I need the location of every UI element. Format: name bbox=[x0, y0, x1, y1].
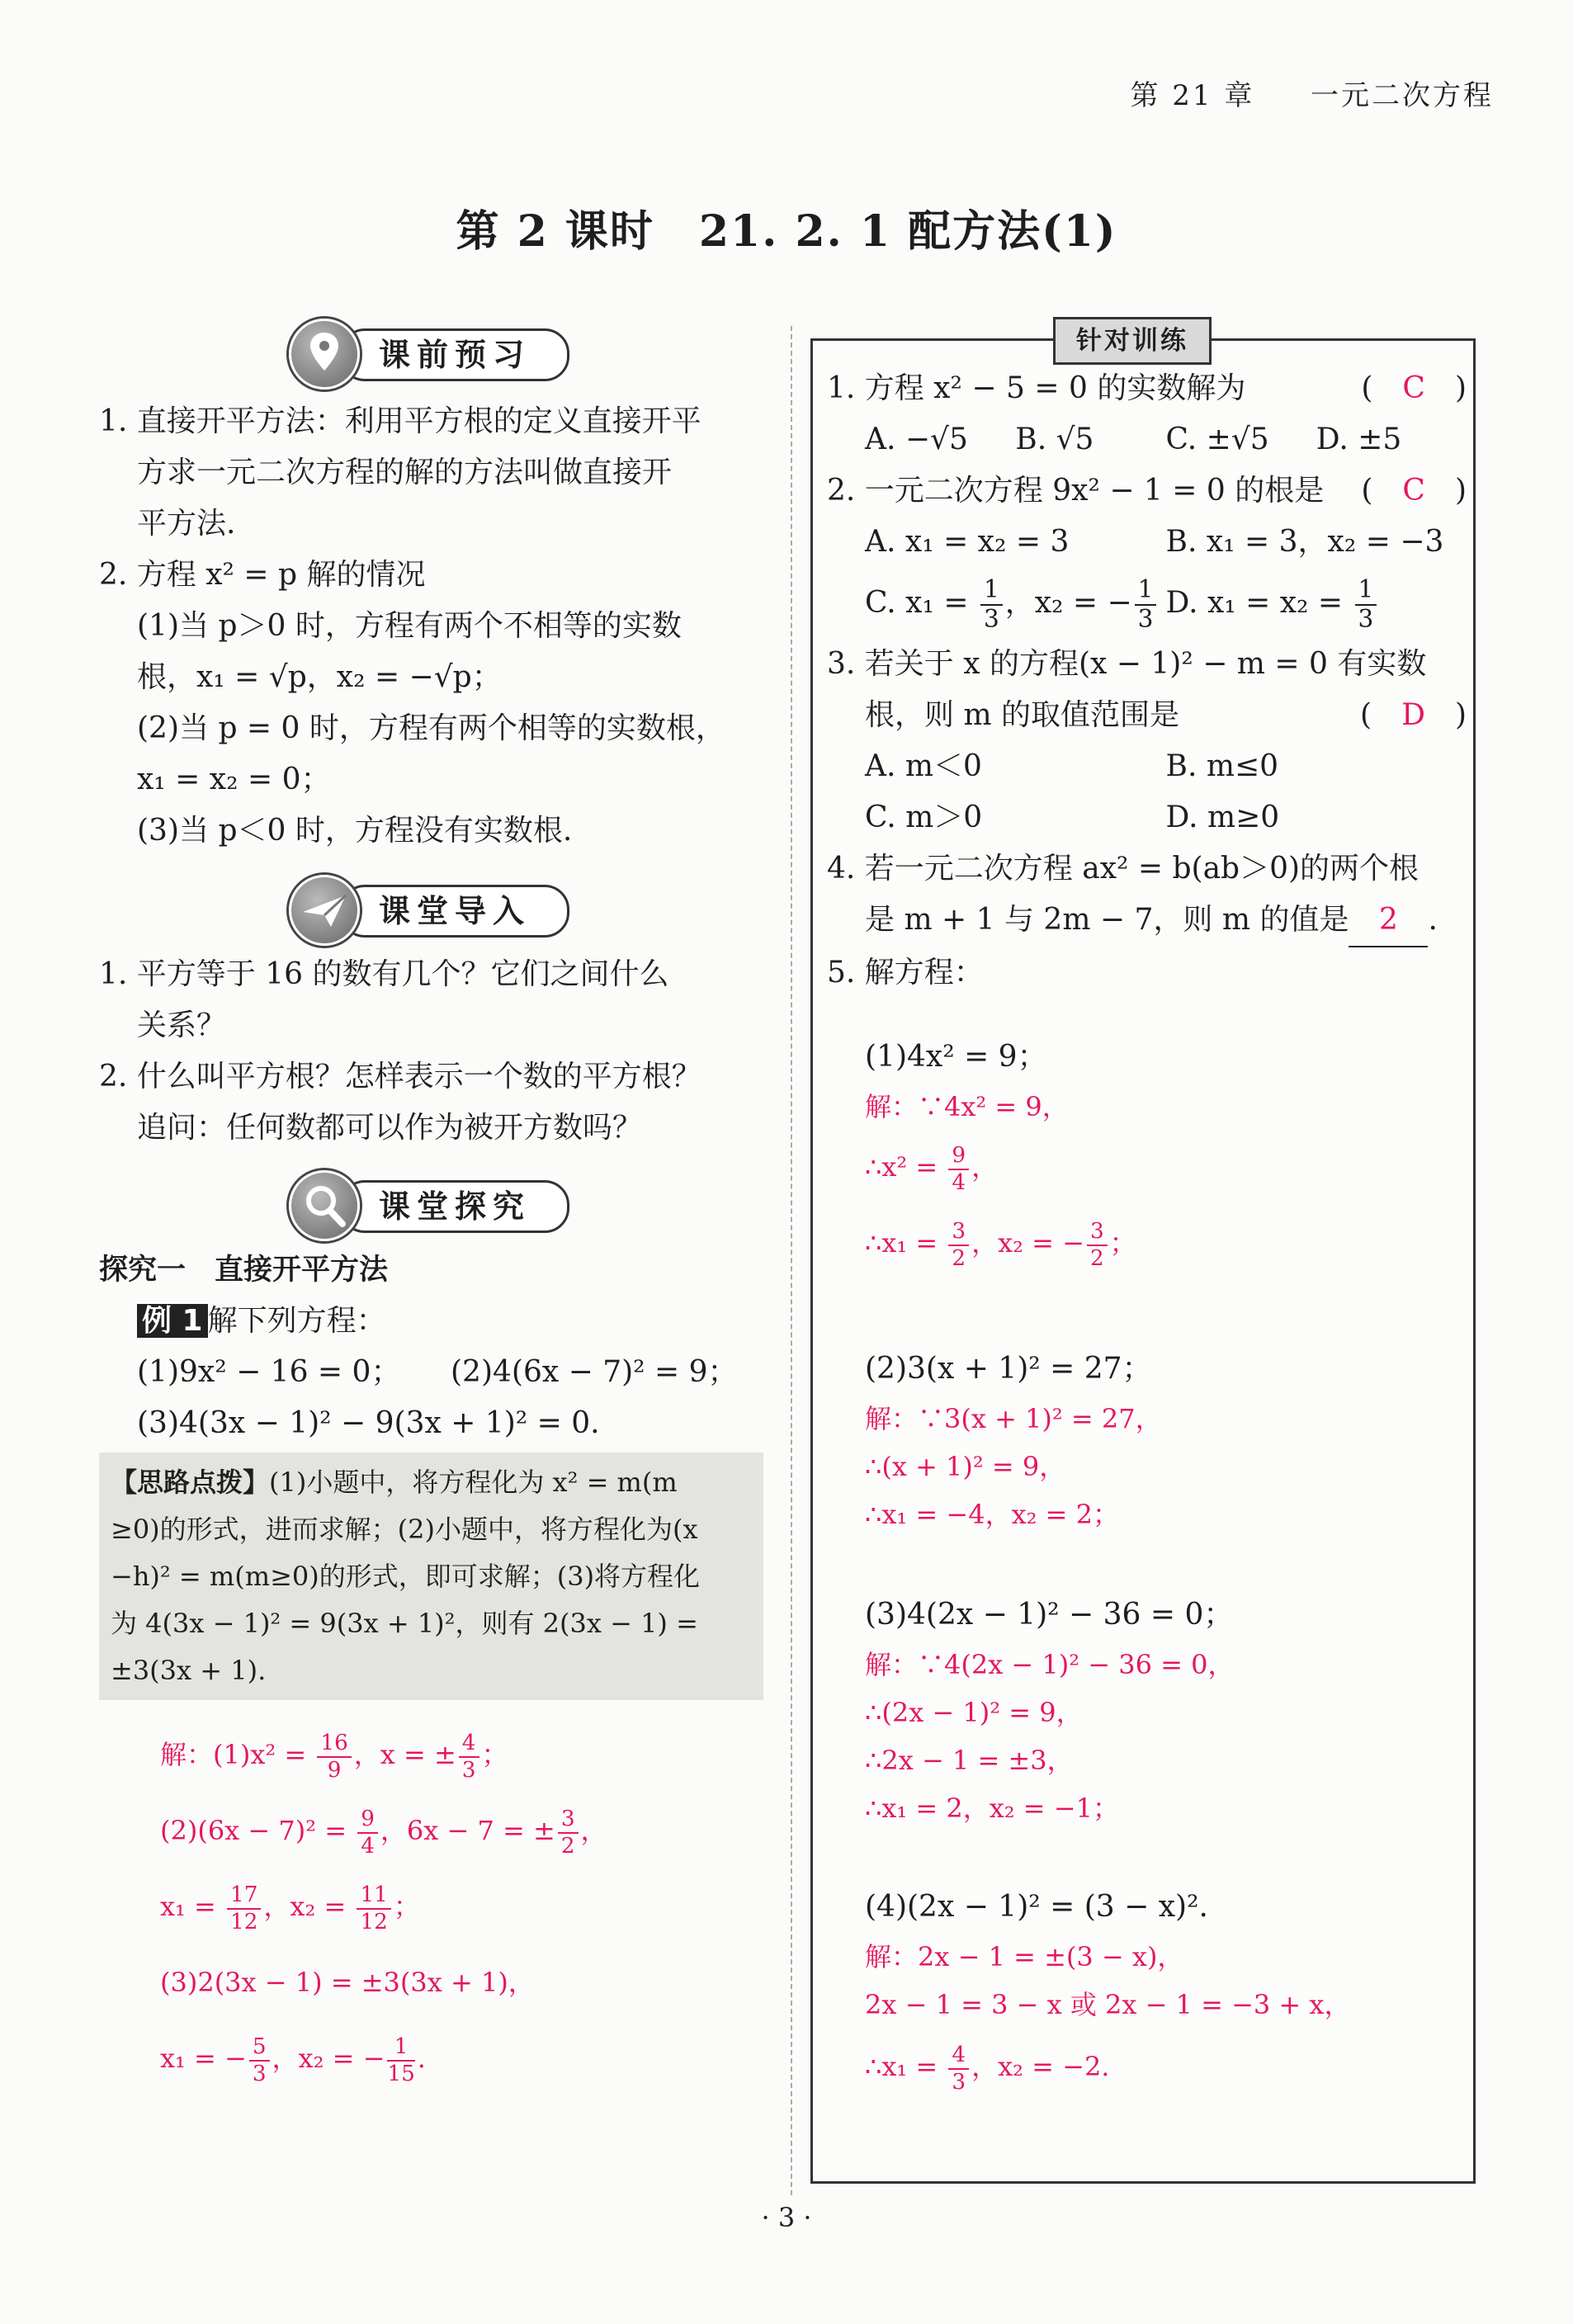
preview-item-2-2b: x₁ = x₂ = 0； bbox=[137, 763, 331, 796]
question-2-options-cd: C. x₁ = $\frac{1}{3}$ ，x₂ = − $\frac{1}{3}$ D. x₁ = x₂ = $\frac{1}{3}$ bbox=[827, 568, 1467, 639]
hint-box bbox=[99, 1452, 763, 1700]
question-3-options-cd: C. m＞0 D. m≥0 bbox=[865, 801, 1280, 834]
page-title: 第 2 课时 21. 2. 1 配方法(1) bbox=[456, 206, 1117, 257]
explore-content bbox=[99, 1245, 772, 1449]
question-1: 1. 方程 x² − 5 = 0 的实数解为 ( C ) bbox=[827, 371, 1467, 405]
q5-part-2: (2)3(x + 1)² = 27； 解：∵3(x + 1)² = 27， ∴(x + 1)² = 9， ∴x₁ = −4，x₂ = 2； bbox=[865, 1352, 1162, 1530]
question-3-options-ab: A. m＜0 B. m≤0 bbox=[865, 749, 1279, 783]
banner-explore bbox=[289, 1170, 573, 1240]
preview-item-1a: 1. 直接开平方法：利用平方根的定义直接开平 bbox=[99, 404, 701, 438]
solution-line-1: 解：(1)x² = $\frac{16}{9}$ ，x = ± $\frac{4}{3}$ ； bbox=[160, 1731, 508, 1783]
q5-part-3: (3)4(2x − 1)² − 36 = 0； 解：∵4(2x − 1)² − 36 = 0， ∴(2x − 1)² = 9， ∴2x − 1 = ±3， ∴x₁ = 2，x₂ = −1； bbox=[865, 1598, 1235, 1824]
solution-line-5: x₁ = − $\frac{5}{3}$ ，x₂ = − $\frac{1}{15}$ . bbox=[160, 2034, 426, 2086]
answer-2: C bbox=[1402, 474, 1425, 508]
intro-content bbox=[99, 949, 772, 1154]
banner-intro-label: 课堂导入 bbox=[340, 885, 569, 938]
solution-line-2: (2)(6x − 7)² = $\frac{9}{4}$ ，6x − 7 = ± $\frac{3}{2}$ ， bbox=[160, 1807, 607, 1859]
example-eq-3: (3)4(3x − 1)² − 9(3x + 1)² = 0. bbox=[137, 1406, 600, 1440]
question-1-options: A. −√5 B. √5 C. ±√5 D. ±5 bbox=[865, 423, 1402, 456]
question-2: 2. 一元二次方程 9x² − 1 = 0 的根是 ( C ) bbox=[827, 474, 1467, 508]
preview-content bbox=[99, 396, 772, 857]
preview-item-2: 2. 方程 x² = p 解的情况 bbox=[99, 558, 426, 592]
question-4a: 4. 若一元二次方程 ax² = b(ab＞0)的两个根 bbox=[827, 852, 1419, 886]
q5-part-4: (4)(2x − 1)² = (3 − x)². 解：2x − 1 = ±(3 − x)， 2x − 1 = 3 − x 或 2x − 1 = −3 + x， ∴x₁ = $\frac{4}{3}$ ，x₂ = −2. bbox=[865, 1890, 1351, 2095]
answer-4: 2 bbox=[1349, 895, 1428, 947]
example-eq-1: (1)9x² − 16 = 0； bbox=[137, 1355, 401, 1389]
column-divider bbox=[791, 326, 792, 2195]
hint-line-4: 为 4(3x − 1)² = 9(3x + 1)²，则有 2(3x − 1) = bbox=[111, 1608, 698, 1639]
hint-label: 【思路点拨】 bbox=[111, 1467, 270, 1498]
location-pin-icon bbox=[289, 319, 360, 390]
preview-item-1c: 平方法. bbox=[137, 507, 236, 541]
practice-questions bbox=[827, 363, 1467, 999]
preview-item-2-2a: (2)当 p = 0 时，方程有两个相等的实数根， bbox=[137, 711, 725, 745]
example-tag: 例 1 bbox=[137, 1304, 208, 1338]
intro-q2b: 追问：任何数都可以作为被开方数吗？ bbox=[137, 1111, 643, 1145]
magnifier-icon bbox=[289, 1170, 360, 1241]
preview-item-2-1a: (1)当 p＞0 时，方程有两个不相等的实数 bbox=[137, 609, 682, 643]
solution-line-4: (3)2(3x − 1) = ±3(3x + 1)， bbox=[160, 1967, 535, 1998]
solution-line-3: x₁ = $\frac{17}{12}$ ，x₂ = $\frac{11}{12}$ ； bbox=[160, 1882, 420, 1934]
hint-line-2: ≥0)的形式，进而求解；(2)小题中，将方程化为(x bbox=[111, 1514, 698, 1545]
question-2-options-ab: A. x₁ = x₂ = 3 B. x₁ = 3，x₂ = −3 bbox=[865, 525, 1444, 559]
preview-item-2-3: (3)当 p＜0 时，方程没有实数根. bbox=[137, 814, 573, 848]
hint-line-1: (1)小题中，将方程化为 x² = m(m bbox=[269, 1467, 678, 1498]
intro-q1b: 关系？ bbox=[137, 1008, 227, 1042]
question-3a: 3. 若关于 x 的方程(x − 1)² − m = 0 有实数 bbox=[827, 647, 1427, 681]
banner-preview-label: 课前预习 bbox=[340, 328, 569, 381]
answer-3: D bbox=[1401, 698, 1425, 732]
q5-part-1: (1)4x² = 9； 解：∵4x² = 9， ∴x² = $\frac{9}{4}$ ， ∴x₁ = $\frac{3}{2}$ ，x₂ = − $\frac{3}{2}$ ； bbox=[865, 1040, 1136, 1271]
chapter-number: 第 21 章 bbox=[1130, 79, 1255, 112]
answer-1: C bbox=[1402, 371, 1425, 405]
banner-preview bbox=[289, 319, 573, 388]
page-number: · 3 · bbox=[761, 2202, 812, 2233]
chapter-header bbox=[1130, 73, 1494, 113]
chapter-topic: 一元二次方程 bbox=[1311, 79, 1494, 112]
question-5: 5. 解方程： bbox=[827, 956, 984, 990]
question-3b: 根，则 m 的取值范围是 ( D ) bbox=[865, 698, 1467, 732]
preview-item-2-1b: 根，x₁ = √p，x₂ = −√p； bbox=[137, 660, 502, 694]
question-4b: 是 m + 1 与 2m − 7，则 m 的值是 2 . bbox=[827, 895, 1467, 947]
intro-q2a: 2. 什么叫平方根？怎样表示一个数的平方根？ bbox=[99, 1060, 701, 1094]
intro-q1a: 1. 平方等于 16 的数有几个？它们之间什么 bbox=[99, 957, 669, 991]
practice-label: 针对训练 bbox=[1053, 317, 1212, 365]
example-solution bbox=[160, 1717, 771, 2096]
preview-item-1b: 方求一元二次方程的解的方法叫做直接开 bbox=[137, 456, 673, 489]
banner-intro bbox=[289, 875, 573, 944]
example-eq-2: (2)4(6x − 7)² = 9； bbox=[451, 1355, 738, 1389]
example-text: 解下列方程： bbox=[207, 1304, 386, 1338]
hint-line-5: ±3(3x + 1). bbox=[111, 1655, 267, 1686]
paper-plane-icon bbox=[289, 875, 360, 946]
explore-heading: 探究一 直接开平方法 bbox=[99, 1254, 389, 1287]
hint-line-3: −h)² = m(m≥0)的形式，即可求解；(3)将方程化 bbox=[111, 1561, 701, 1592]
banner-explore-label: 课堂探究 bbox=[340, 1180, 569, 1233]
